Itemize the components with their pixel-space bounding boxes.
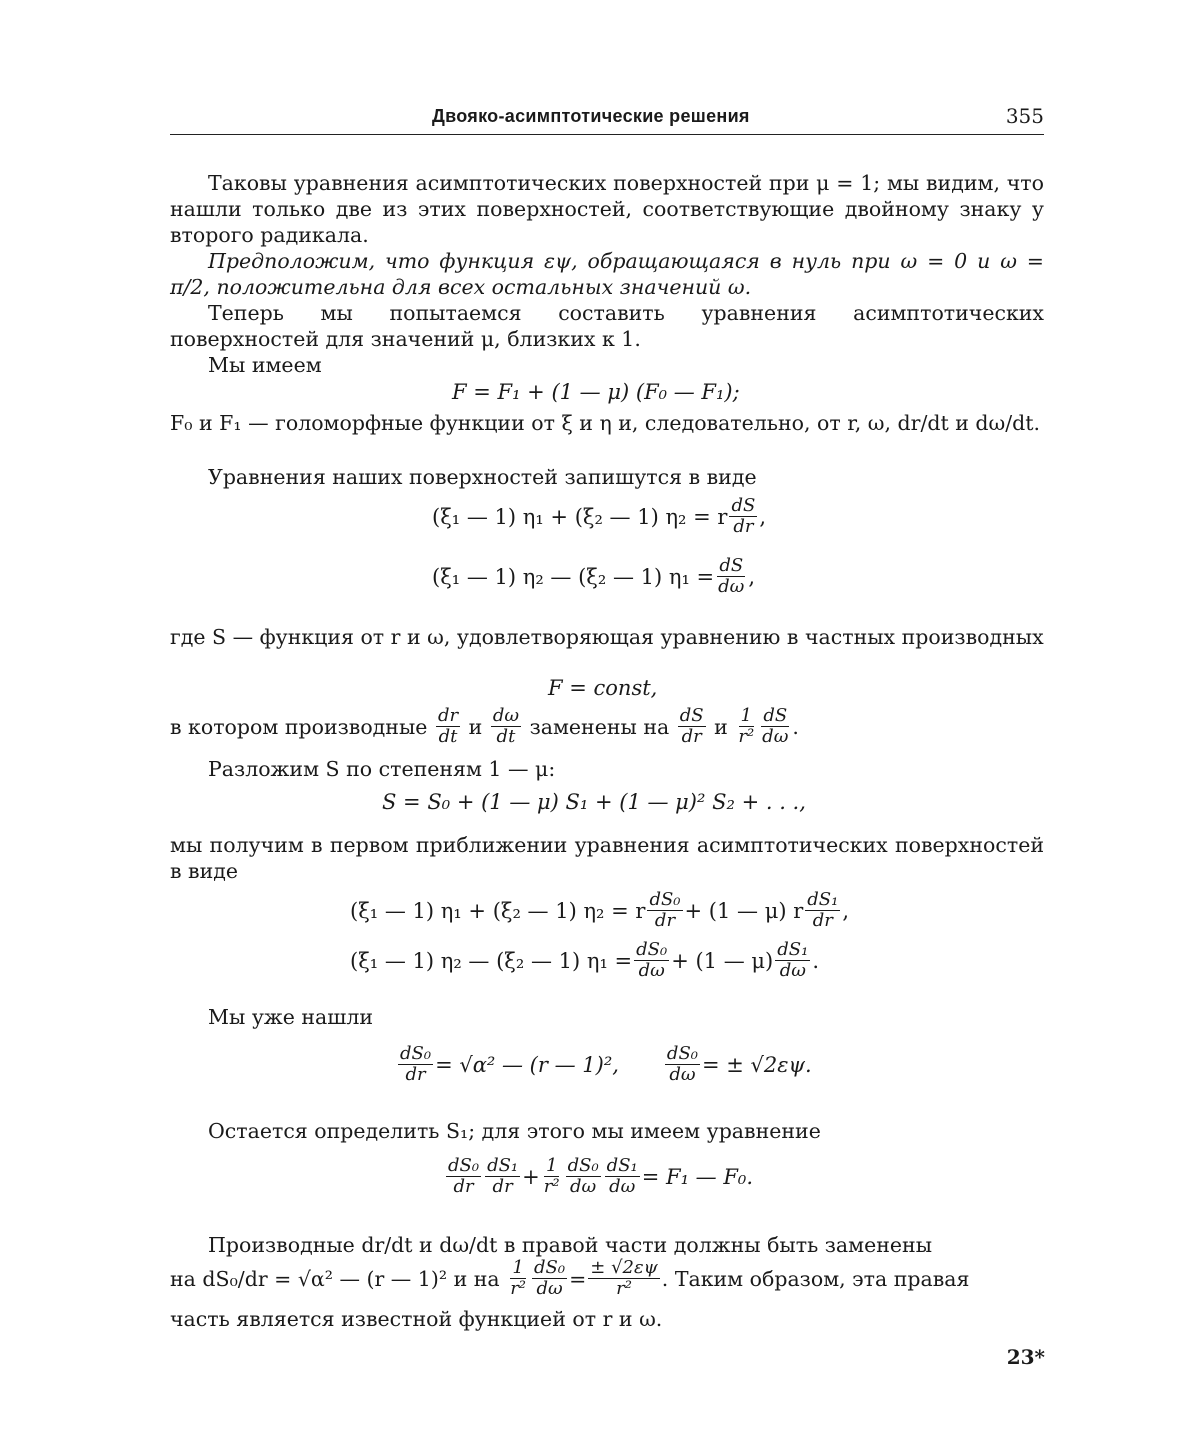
equation-F: F = F₁ + (1 — μ) (F₀ — F₁);: [452, 380, 740, 404]
equation-C-mid: + (1 — μ) r: [685, 899, 804, 923]
paragraph-4: Мы имеем: [170, 352, 1044, 378]
p13-text-a: на dS₀/dr = √α² — (r — 1)² и на: [170, 1267, 500, 1291]
numerator: dS: [761, 706, 789, 727]
equation-G-rhs: = F₁ — F₀.: [642, 1165, 753, 1189]
period: .: [812, 949, 819, 973]
p8-text-b: и: [469, 715, 483, 739]
period: .: [792, 715, 799, 739]
paragraph-6: Уравнения наших поверхностей запишутся в виде: [170, 464, 1044, 490]
denominator: r²: [614, 1279, 634, 1299]
equation-A: [432, 496, 766, 537]
fraction-dS0-dw: [665, 1044, 700, 1085]
fraction-dS0-dw: [566, 1156, 601, 1197]
running-title: Двояко-асимптотические решения: [432, 106, 750, 127]
p8-text-c: заменены на: [530, 715, 670, 739]
denominator: dr: [680, 727, 704, 747]
equation-S: S = S₀ + (1 — μ) S₁ + (1 — μ)² S₂ + . . .,: [382, 790, 806, 814]
numerator: 1: [510, 1258, 525, 1279]
paragraph-1: Таковы уравнения асимптотических поверхностей при μ = 1; мы видим, что нашли только две из этих поверхностей, соответствующие двойному знаку у второго радикала.: [170, 170, 1044, 248]
denominator: dω: [534, 1279, 564, 1299]
numerator: ± √2εψ: [588, 1258, 660, 1279]
paragraph-8: [170, 706, 799, 747]
fraction-dS-dw: [760, 706, 790, 747]
numerator: dS₀: [634, 940, 669, 961]
paragraph-11: Мы уже нашли: [170, 1004, 1044, 1030]
denominator: dr: [653, 911, 677, 931]
denominator: dω: [760, 727, 790, 747]
denominator: dω: [637, 961, 667, 981]
denominator: dr: [491, 1177, 515, 1197]
denominator: dω: [778, 961, 808, 981]
paragraph-7: где S — функция от r и ω, удовлетворяющая уравнению в частных производных: [170, 624, 1044, 650]
equation-E2-rhs: = ± √2εψ.: [702, 1053, 812, 1077]
comma: ,: [842, 899, 849, 923]
book-page: [0, 0, 1200, 1445]
fraction-dw-dt: [491, 706, 521, 747]
fraction-dS0-dr: [647, 890, 682, 931]
denominator: r²: [508, 1279, 528, 1299]
fraction-dS-dr: [729, 496, 757, 537]
paragraph-13-line-1: Производные dr/dt и dω/dt в правой части должны быть заменены: [170, 1232, 1044, 1258]
numerator: dr: [436, 706, 460, 727]
equation-D-lhs: (ξ₁ — 1) η₂ — (ξ₂ — 1) η₁ =: [350, 949, 632, 973]
fraction-dS0-dr: [398, 1044, 433, 1085]
numerator: dS: [729, 496, 757, 517]
p8-text-d: и: [714, 715, 728, 739]
numerator: dS₀: [566, 1156, 601, 1177]
denominator: dω: [607, 1177, 637, 1197]
numerator: 1: [739, 706, 754, 727]
paragraph-13-line-3: часть является известной функцией от r и ω.: [170, 1306, 1044, 1332]
denominator: dr: [403, 1065, 427, 1085]
fraction-dS-dr: [678, 706, 706, 747]
equation-D-mid: + (1 — μ): [671, 949, 773, 973]
numerator: dS₀: [647, 890, 682, 911]
numerator: dS₁: [485, 1156, 520, 1177]
denominator: dt: [437, 727, 460, 747]
paragraph-9: Разложим S по степеням 1 — μ:: [170, 756, 1044, 782]
comma: ,: [748, 565, 755, 589]
denominator: r²: [736, 727, 756, 747]
fraction-1-r2: [542, 1156, 562, 1197]
paragraph-2: Предположим, что функция εψ, обращающаяся в нуль при ω = 0 и ω = π/2, положительна для всех остальных значений ω.: [170, 248, 1044, 300]
denominator: dω: [667, 1065, 697, 1085]
paragraph-3: Теперь мы попытаемся составить уравнения асимптотических поверхностей для значений μ, близких к 1.: [170, 300, 1044, 352]
numerator: dω: [491, 706, 521, 727]
fraction-pm-sqrt-r2: [588, 1258, 660, 1299]
equals-sign: =: [569, 1267, 586, 1291]
fraction-1-r2: [508, 1258, 528, 1299]
fraction-dS1-dw: [605, 1156, 640, 1197]
paragraph-10: мы получим в первом приближении уравнения асимптотических поверхностей в виде: [170, 832, 1044, 884]
equation-E1-rhs: = √α² — (r — 1)²,: [435, 1053, 619, 1077]
denominator: r²: [542, 1177, 562, 1197]
fraction-dS-dw: [716, 556, 746, 597]
denominator: dr: [811, 911, 835, 931]
plus-sign: +: [522, 1165, 540, 1189]
equation-B-lhs: (ξ₁ — 1) η₂ — (ξ₂ — 1) η₁ =: [432, 565, 714, 589]
denominator: dω: [568, 1177, 598, 1197]
numerator: dS₀: [665, 1044, 700, 1065]
fraction-1-r2: [736, 706, 756, 747]
fraction-dS1-dr: [805, 890, 840, 931]
equation-C: [350, 890, 849, 931]
numerator: dS₀: [532, 1258, 567, 1279]
numerator: 1: [544, 1156, 559, 1177]
equation-A-lhs: (ξ₁ — 1) η₁ + (ξ₂ — 1) η₂ = r: [432, 505, 727, 529]
numerator: dS: [717, 556, 745, 577]
numerator: dS₀: [446, 1156, 481, 1177]
fraction-dr-dt: [436, 706, 460, 747]
denominator: dr: [731, 517, 755, 537]
paragraph-5: F₀ и F₁ — голоморфные функции от ξ и η и, следовательно, от r, ω, dr/dt и dω/dt.: [170, 410, 1044, 436]
running-header: [170, 104, 1044, 134]
paragraph-12: Остается определить S₁; для этого мы имеем уравнение: [170, 1118, 1044, 1144]
equation-B: [432, 556, 755, 597]
fraction-dS0-dr: [446, 1156, 481, 1197]
equation-G: [444, 1156, 753, 1197]
signature-mark: 23*: [1007, 1345, 1045, 1369]
page-number: 355: [1006, 104, 1044, 128]
p13-text-b: . Таким образом, эта правая: [662, 1267, 970, 1291]
denominator: dr: [451, 1177, 475, 1197]
comma: ,: [759, 505, 766, 529]
numerator: dS₁: [775, 940, 810, 961]
numerator: dS₁: [605, 1156, 640, 1177]
equation-const: F = const,: [548, 676, 657, 700]
fraction-dS1-dr: [485, 1156, 520, 1197]
equation-E: [396, 1044, 812, 1085]
denominator: dω: [716, 577, 746, 597]
paragraph-13-line-2: [170, 1258, 969, 1299]
p8-text-a: в котором производные: [170, 715, 427, 739]
equation-C-lhs: (ξ₁ — 1) η₁ + (ξ₂ — 1) η₂ = r: [350, 899, 645, 923]
header-rule: [170, 134, 1044, 135]
fraction-dS1-dw: [775, 940, 810, 981]
numerator: dS: [678, 706, 706, 727]
numerator: dS₀: [398, 1044, 433, 1065]
fraction-dS0-dw: [634, 940, 669, 981]
denominator: dt: [495, 727, 518, 747]
numerator: dS₁: [805, 890, 840, 911]
equation-D: [350, 940, 819, 981]
fraction-dS0-dw: [532, 1258, 567, 1299]
